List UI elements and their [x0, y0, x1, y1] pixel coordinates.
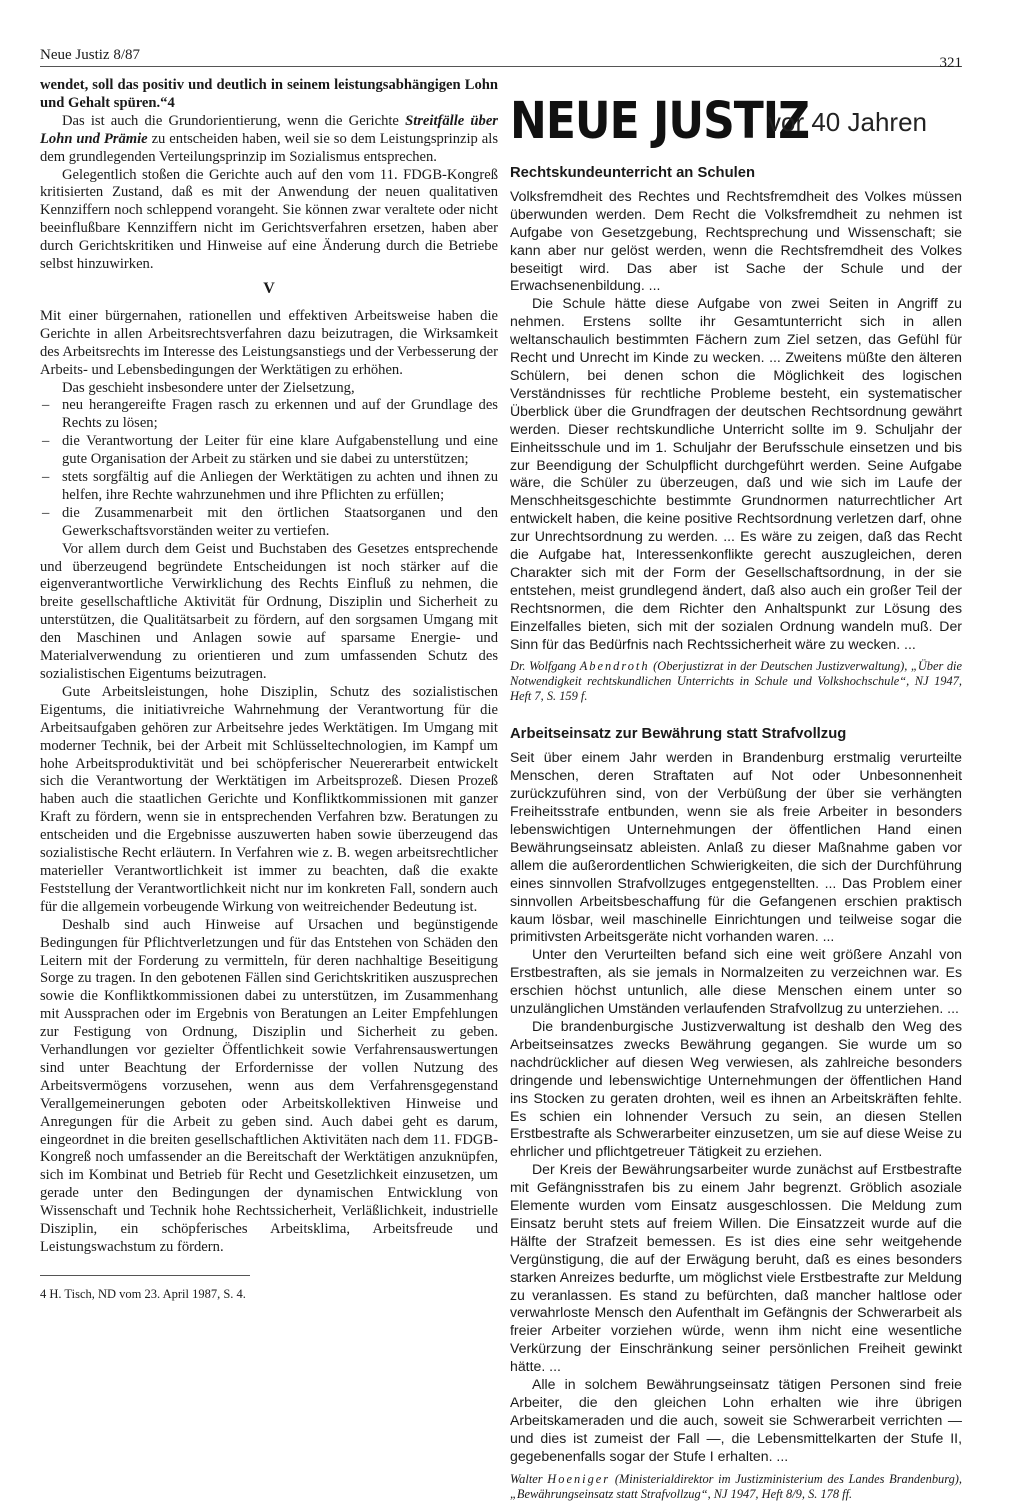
paragraph: Volksfremdheit des Rechtes und Rechtsfremdheit des Volkes müssen überwunden werden. Dem Recht die Volksfremdheit zu nehmen ist Aufgabe von Gesetzgebung, Rechtsprechung und Wissenschaft; sie kann aber nur gelöst werden, wenn die Rechtsfremdheit des Volkes beseitigt wird. Das aber ist Sache der Schule und der Erwachsenenbildung. ...: [510, 187, 962, 294]
list-item: – neu herangereifte Fragen rasch zu erkennen und auf der Grundlage des Rechts zu lösen;: [40, 397, 498, 433]
paragraph: Das geschieht insbesondere unter der Zielsetzung,: [62, 379, 355, 396]
paragraph: Der Kreis der Bewährungsarbeiter wurde zunächst auf Erstbestrafte mit Gefängnisstrafen bis zu einem Jahr begrenzt. Gröblich asoziale Elemente wurden vom Einsatz ausgeschlossen. Die Meldung zum Einsatz beruht stets auf freiem Willen. Die Einsatzzeit wurde auf die Hälfte der Strafzeit bemessen. Es ist dies eine sehr weitgehende Vergünstigung, die auf der Erwägung beruht, daß es eines besonders starken Anreizes bedurfte, um möglichst viele Erstbestrafte zur Meldung zu veranlassen. Es stand zu befürchten, daß mancher haltlose oder verwahrloste Mensch den Aufenthalt im Gefängnis der Schwerarbeit als freier Arbeiter vorziehen würde, wenn ihm nicht eine wesentliche Verkürzung der Einschränkung seiner persönlichen Freiheit gewinkt hätte. ...: [510, 1161, 962, 1375]
logo-subtitle: vor 40 Jahren: [768, 107, 927, 137]
article-heading: Rechtskundeunterricht an Schulen: [510, 165, 756, 181]
paragraph: Die Schule hätte diese Aufgabe von zwei Seiten in Angriff zu nehmen. Erstens sollte ihr Gesamtunterricht sich in allen weltanschaulich bestimmten Fächern zum Ziel setzen, das Gefühl für Recht und Unrecht im Kinde zu wecken. ... Zweitens müßte den älteren Schülern, bei denen schon die Möglichkeit des logischen Verständnisses für rechtliche Probleme besteht, ein systematischer Überblick über die Grundfragen der deutschen Rechtsordnung gewährt werden. Dieser rechtskundliche Unterricht sollte im 9. Schuljahr der Einheitsschule und im 1. Schuljahr der Berufsschule einsetzen und bis zur Beendigung der Schulpflicht durchgeführt werden. Seine Aufgabe wäre, die Schüler zu überzeugen, daß und wie sich im Laufe der Menschheitsgeschichte bestimmte Grundnormen naturrechtlicher Art entwickelt haben, die keine positive Rechtsordnung verletzen darf, ohne zur Unrechtsordnung zu werden. ... Es wäre zu zeigen, daß das Recht die Aufgabe hat, Interessenkonflikte gerecht auszugleichen, deren Charakter sich mit der Form der Gesellschaftsordnung, in der sie entstehen, meist grundlegend ändert, daß also auch ein großer Teil der Rechtsnormen, die dem Richter den Anhaltspunkt zur Lösung des Einzelfalles bieten, sich mit der sozialen Ordnung wandeln muß. Der Sinn für das Bedürfnis nach Rechtssicherheit wäre zu wecken. ...: [510, 295, 962, 652]
section-number: V: [263, 279, 275, 297]
text-run: (Ministerialdirektor im Justizministerium des Landes Brandenburg), „Bewährungseinsatz statt Strafvollzug“, NJ 1947, Heft 8/9, S. 178 ff.: [510, 1471, 962, 1501]
right-column: [510, 93, 962, 1502]
journal-issue: Neue Justiz 8/87: [40, 47, 140, 63]
paragraph: Alle in solchem Bewährungseinsatz tätigen Personen sind freie Arbeiter, die den gleichen Lohn erhalten wie ihre übrigen Arbeitskameraden und die auch, soweit sie Schwerarbeit verrichten — und dies ist zumeist der Fall —, die Lebensmittelkarten der Stufe II, gegebenenfalls sogar der Stufe I erhalten. ...: [510, 1376, 962, 1464]
paragraph: Mit einer bürgernahen, rationellen und effektiven Arbeitsweise haben die Gerichte in allen Arbeitsrechtsverfahren dazu beizutragen, die Wirksamkeit des Arbeitsrechts im Interesse des Leistungsanstiegs und der Verbesserung der Arbeits- und Lebensbedingungen der Werktätigen zu erhöhen.: [40, 307, 498, 378]
text-run: zu entscheiden haben, weil sie so dem Leistungsprinzip als dem grundlegenden Verteilungsprinzip im Sozialismus entsprechen.: [40, 130, 499, 165]
journal-logo: NEUE JUSTIZ: [510, 91, 810, 151]
paragraph: wendet, soll das positiv und deutlich in seinem leistungsabhängigen Lohn und Gehalt spüren.“4: [40, 77, 498, 111]
emphasis: Streitfälle über Lohn und Prämie: [40, 112, 498, 147]
footnote-rule: [40, 1275, 250, 1276]
paragraph: Gute Arbeitsleistungen, hohe Disziplin, Schutz des sozialistischen Eigentums, die initiativreiche Wahrnehmung der Verantwortung für die Arbeitsaufgaben gehören zur Arbeitsehre jedes Werktätigen. Im Umgang mit moderner Technik, bei der Arbeit mit Schlüsseltechnologien, im Kampf um hohe Arbeitsproduktivität und bei schöpferischer Neuererarbeit entwickelt sich die Verantwortung der Werktätigen im Arbeitsprozeß. Diesen Prozeß haben auch die staatlichen Gerichte und Konfliktkommissionen mit ganzer Kraft zu fördern, wenn sie in entsprechenden Verfahren bzw. Beratungen zu entscheiden und die Ergebnisse auszuwerten haben sowie überzeugend das sozialistische Recht erläutern. In Verfahren wie z. B. wegen arbeitsrechtlicher materieller Verantwortlichkeit ist immer zu beachten, daß die exakte Feststellung der Verantwortlichkeit nicht nur im konkreten Fall, sondern auch für die allgemein vorbeugende Wirkung von weitreichender Bedeutung ist.: [40, 683, 498, 915]
list-item: – die Zusammenarbeit mit den örtlichen Staatsorganen und den Gewerkschaftsvorständen weiter zu vertiefen.: [40, 505, 498, 541]
list-item: – stets sorgfältig auf die Anliegen der Werktätigen zu achten und ihnen zu helfen, ihre Rechte wahrzunehmen und ihre Pflichten zu erfüllen;: [40, 469, 498, 505]
author-name: Abendroth: [579, 659, 650, 674]
running-head: [40, 46, 962, 71]
paragraph: Seit über einem Jahr werden in Brandenburg erstmalig verurteilte Menschen, deren Straftaten auf Not oder Unbesonnenheit zurückzuführen sind, von der Verbüßung der über sie verhängten Freiheitsstrafe entbunden, wenn sie als freie Arbeiter in besonders lebenswichtigen Unternehmungen der öffentlichen Hand einen Bewährungseinsatz ableisten. Anlaß zu dieser Maßnahme gaben vor allem die außerordentlichen Schwierigkeiten, die sich der Durchführung eines sinnvollen Strafvollzuges entgegenstellten. ... Das Problem einer sinnvollen Arbeitsbeschaffung für die Gefangenen erschien praktisch kaum lösbar, weil maschinelle Einrichtungen und teilweise sogar die primitivsten Arbeitsgeräte nicht vorhanden waren. ...: [510, 749, 962, 945]
dash-list: [40, 397, 498, 540]
author-name: Hoeniger: [547, 1471, 611, 1486]
text-run: Walter: [510, 1471, 548, 1486]
footnote: 4 H. Tisch, ND vom 23. April 1987, S. 4.: [40, 1286, 246, 1301]
left-column: [40, 77, 498, 1302]
list-item: – die Verantwortung der Leiter für eine klare Aufgabenstellung und eine gute Organisation der Arbeit zu stärken und sie dabei zu unterstützen;: [40, 433, 498, 469]
masthead: [510, 93, 962, 151]
citation: [510, 1472, 962, 1502]
article-heading: Arbeitseinsatz zur Bewährung statt Strafvollzug: [510, 726, 847, 743]
paragraph: Die brandenburgische Justizverwaltung ist deshalb den Weg des Arbeitseinsatzes zwecks Bewährung gegangen. Sie wurde um so nachdrücklicher auf diesen Weg verwiesen, als zahlreiche besonders dringende und lebenswichtige Unternehmungen der öffentlichen Hand ins Stocken zu geraten drohten, weil es ihnen an Arbeitskräften fehlte. Es schien ein lohnender Versuch zu sein, an diesen Stellen Erstbestrafte als Schwerarbeiter einzusetzen, um sie auf diese Weise zu ehrlicher und pflichtgetreuer Tätigkeit zu erziehen.: [510, 1017, 962, 1160]
paragraph: Vor allem durch dem Geist und Buchstaben des Gesetzes entsprechende und überzeugend begründete Entscheidungen ist noch stärker auf die eigenverantwortliche Verwirklichung des Rechts Einfluß zu nehmen, die breite gesellschaftliche Aktivität für Ordnung, Disziplin und Sicherheit zu unterstützen, die Qualitätsarbeit zu fördern, auf den sorgsamen Umgang mit den Maschinen und Anlagen sowie auf sparsame Energie- und Materialverwendung zu orientieren und zum umfassenden Schutz des sozialistischen Eigentums beizutragen.: [40, 540, 498, 682]
text-run: (Oberjustizrat in der Deutschen Justizverwaltung), „Über die Notwendigkeit rechtskundlichen Unterrichts in Schule und Volkshochschule“, NJ 1947, Heft 7, S. 159 f.: [510, 659, 962, 704]
paragraph: [40, 113, 498, 167]
text-run: Das ist auch die Grundorientierung, wenn die Gerichte: [62, 112, 406, 129]
text-run: Dr. Wolfgang: [510, 659, 580, 674]
paragraph: Deshalb sind auch Hinweise auf Ursachen und begünstigende Bedingungen für Pflichtverletzungen und für das Entstehen von Schäden den Leitern mit der Forderung zu vermitteln, für deren nachhaltige Beseitigung Sorge zu tragen. In den gebotenen Fällen sind Gerichtskritiken auszusprechen sowie die Konfliktkommissionen dabei zu unterstützen, im Zusammenhang mit Aussprachen oder im Ergebnis von Beratungen an Leiter Empfehlungen zur Festigung von Ordnung, Disziplin und Sicherheit zu geben. Verhandlungen vor gezielter Öffentlichkeit sowie Verfahrensauswertungen sind unter Beachtung der Erfordernisse der vollen Nutzung des Arbeitsvermögens vorzusehen, wenn aus dem Verfahrensgegenstand Verallgemeinerungen geboten oder Arbeitskollektiven Hinweise und Anregungen für die Arbeit zu geben sind. Auch dabei geht es darum, eingeordnet in die breiten gesellschaftlichen Aktivitäten nach dem 11. FDGB-Kongreß noch umfassender an die Bereitschaft der Werktätigen anzuknüpfen, sich im Kombinat und Betrieb für Recht und Gesetzlichkeit einzusetzen, um gerade unter den Bedingungen der dynamischen Entwicklung von Wissenschaft und Technik hohe Rechtssicherheit, Verläßlichkeit, industrielle Disziplin, ein schöpferisches Arbeitsklima, Arbeitsfreude und Leistungswachstum zu fördern.: [40, 916, 498, 1255]
paragraph: Gelegentlich stoßen die Gerichte auch auf den vom 11. FDGB-Kongreß kritisierten Zustand, daß es mit der Anwendung der neuen qualitativen Kennziffern noch schleppend vorangeht. Sie können zwar veraltete oder nicht beeinflußbare Kennziffern nicht im Gerichtsverfahren ersetzen, haben aber durch Gerichtskritiken und Hinweise auf eine Änderung durch die Betriebe selbst hinzuwirken.: [40, 166, 498, 273]
page-number: 321: [939, 55, 962, 71]
paragraph: Unter den Verurteilten befand sich eine weit größere Anzahl von Erstbestraften, als sie jemals in Normalzeiten zu verzeichnen war. Es erschien höchst untunlich, alle diese Menschen einem unter so unzulänglichen Umständen verlaufenden Strafvollzug zu unterziehen. ...: [510, 946, 962, 1017]
citation: [510, 659, 962, 704]
